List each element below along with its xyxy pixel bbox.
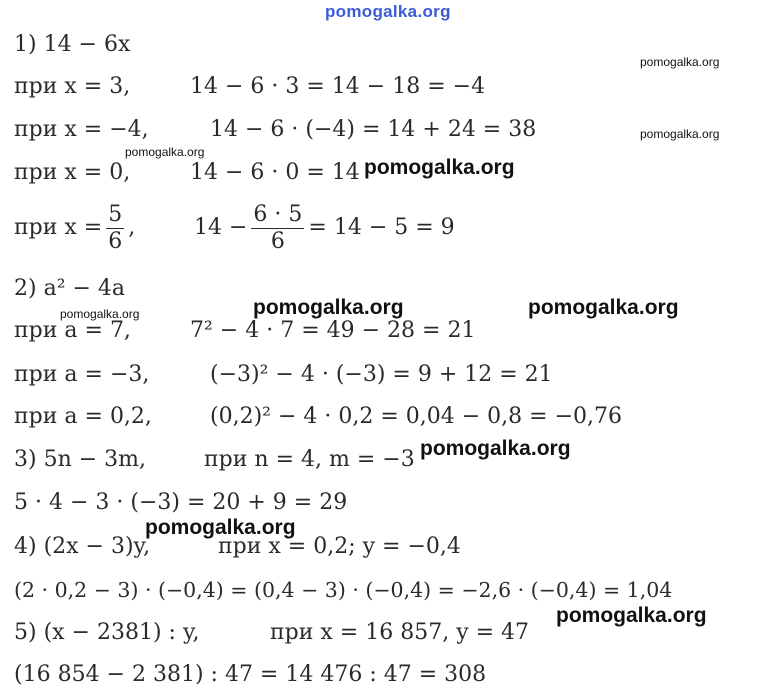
problem1-row	[14, 117, 537, 143]
problem3-title: 3) 5n − 3m,	[14, 447, 147, 472]
problem3-row	[14, 447, 415, 473]
problem2-title: 2) a² − 4a	[14, 276, 126, 301]
fraction-denominator: 6	[108, 228, 123, 254]
problem4-calculation: (2 · 0,2 − 3) · (−0,4) = (0,4 − 3) · (−0,4) = −2,6 · (−0,4) = 1,04	[14, 578, 673, 602]
problem4-row	[14, 534, 461, 560]
condition: при a = 0,2,	[14, 404, 152, 429]
condition: при x = 0,2; y = −0,4	[218, 534, 461, 559]
condition-suffix: ,	[128, 215, 136, 240]
watermark: pomogalka.org	[640, 55, 720, 69]
watermark: pomogalka.org	[145, 516, 296, 539]
problem3-calculation: 5 · 4 − 3 · (−3) = 20 + 9 = 29	[14, 490, 348, 515]
calculation: 14 − 6 · 3 = 14 − 18 = −4	[190, 74, 486, 99]
calculation: 7² − 4 · 7 = 49 − 28 = 21	[190, 318, 476, 343]
calculation: 14 − 6 · 0 = 14	[190, 160, 360, 185]
watermark: pomogalka.org	[528, 296, 679, 319]
problem1-row	[14, 160, 360, 186]
calculation: 14 − 6 · (−4) = 14 + 24 = 38	[210, 117, 537, 142]
condition-prefix: при x =	[14, 215, 103, 240]
fraction-x	[106, 202, 124, 255]
condition: при x = 16 857, y = 47	[270, 620, 530, 645]
watermark: pomogalka.org	[556, 604, 707, 627]
condition: при x = −4,	[14, 117, 149, 142]
calculation: (0,2)² − 4 · 0,2 = 0,04 − 0,8 = −0,76	[210, 404, 623, 429]
watermark: pomogalka.org	[420, 437, 571, 460]
fraction-numerator: 5	[108, 201, 123, 227]
watermark: pomogalka.org	[60, 307, 140, 321]
problem5-row	[14, 620, 530, 646]
problem2-row	[14, 318, 476, 344]
condition: при x = 3,	[14, 74, 131, 99]
watermark: pomogalka.org	[125, 145, 205, 159]
calc-prefix: 14 −	[194, 215, 248, 240]
problem5-calculation: (16 854 − 2 381) : 47 = 14 476 : 47 = 308	[14, 662, 487, 687]
problem1-row	[14, 74, 486, 100]
watermark: pomogalka.org	[253, 296, 404, 319]
watermark-top: pomogalka.org	[325, 2, 451, 21]
calc-suffix: = 14 − 5 = 9	[308, 215, 455, 240]
calculation: (−3)² − 4 · (−3) = 9 + 12 = 21	[210, 362, 553, 387]
problem2-row	[14, 404, 623, 430]
fraction-denominator: 6	[251, 228, 304, 255]
problem2-row	[14, 362, 553, 388]
condition: при n = 4, m = −3	[204, 447, 415, 472]
problem1-title: 1) 14 − 6x	[14, 32, 131, 57]
condition: при a = −3,	[14, 362, 150, 387]
fraction-numerator: 6 · 5	[253, 201, 303, 227]
watermark: pomogalka.org	[364, 156, 515, 179]
fraction-calc	[251, 202, 304, 255]
calculation	[194, 196, 455, 260]
problem4-title: 4) (2x − 3)y,	[14, 534, 151, 559]
watermark: pomogalka.org	[640, 127, 720, 141]
problem5-title: 5) (x − 2381) : y,	[14, 620, 200, 645]
condition: при x = 0,	[14, 160, 131, 185]
condition: при a = 7,	[14, 318, 131, 343]
